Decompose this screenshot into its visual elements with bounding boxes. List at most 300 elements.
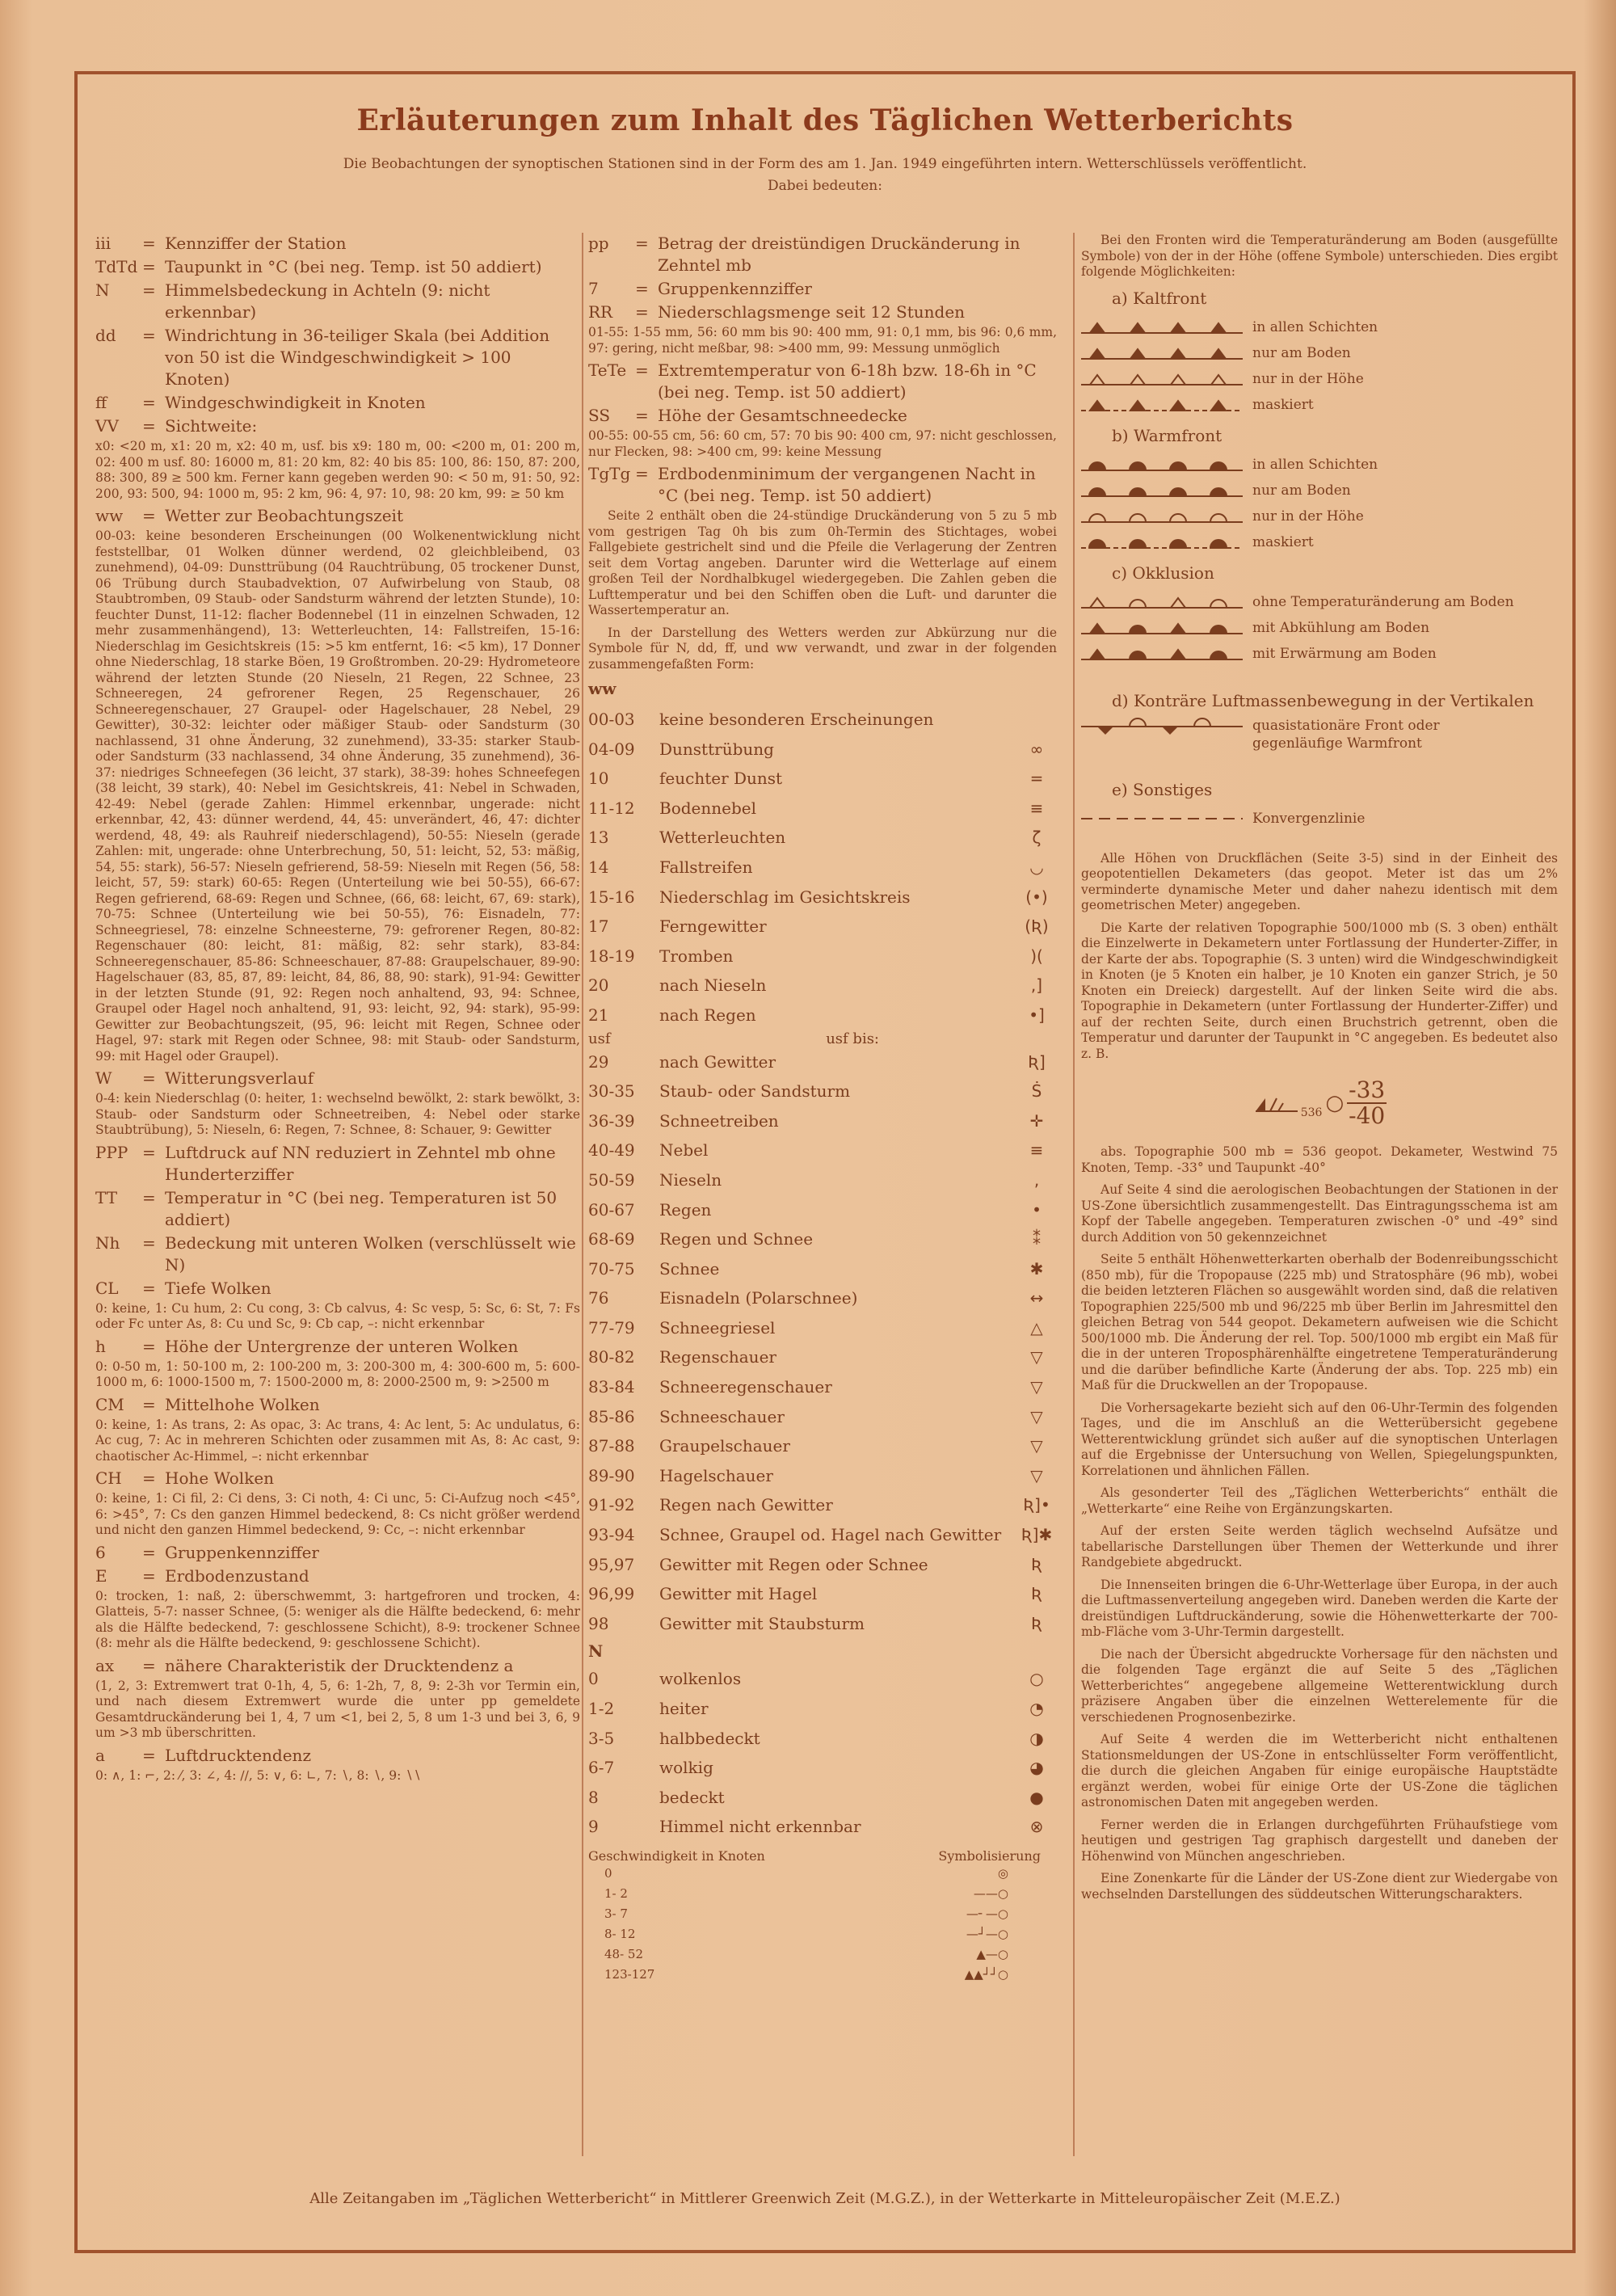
mid_entries-entry (588, 278, 1057, 300)
entry-description: Kennziffer der Station (165, 234, 347, 253)
weather-symbol-icon: ⁑ (1033, 1229, 1041, 1249)
front-symbol-icon (1081, 616, 1243, 640)
equals-sign: = (142, 1565, 156, 1586)
wind-row (588, 1864, 1057, 1884)
entry-key: ww (95, 506, 124, 525)
symbol-code: 29 (588, 1051, 609, 1072)
left_entries-entry (95, 233, 580, 255)
entry-description: Windrichtung in 36-teiliger Skala (bei Addition von 50 ist die Windgeschwindigkeit > 100 Knoten) (165, 326, 550, 389)
wind-barb-icon: —╴—○ (966, 1906, 1008, 1921)
entry-key: h (95, 1336, 106, 1356)
left_entries-entry (95, 1468, 580, 1489)
symbol-text: Gewitter mit Regen oder Schnee (659, 1554, 928, 1574)
entry-detail: 0: keine, 1: As trans, 2: As opac, 3: Ac trans, 4: Ac lent, 5: Ac undulatus, 6: Ac cug, 7: Ac in mehreren Schichten oder zusammen mit As, 8: Ac cast, 9: chaotischer Ac-Himmel, –: nicht erkennbar (95, 1417, 580, 1464)
symbol-text: Schnee, Graupel od. Hagel nach Gewitter (659, 1525, 1002, 1545)
equals-sign: = (635, 360, 649, 380)
n-label: N (588, 1641, 604, 1662)
left_entries-entry (95, 1232, 580, 1276)
symbol-code: 10 (588, 769, 609, 789)
entry-description: Niederschlagsmenge seit 12 Stunden (658, 302, 966, 322)
equals-sign: = (142, 1068, 156, 1088)
equals-sign: = (142, 506, 156, 525)
front-row-e (1081, 806, 1558, 832)
mid_entries-entry (588, 405, 1057, 427)
symbol-code: 50-59 (588, 1169, 635, 1190)
symbol-code: 8 (588, 1787, 599, 1807)
equals-sign: = (142, 1142, 156, 1162)
wind-barb-icon: —┘—○ (966, 1926, 1008, 1941)
equals-sign: = (635, 406, 649, 425)
equals-sign: = (635, 279, 649, 298)
symbol-row (588, 1461, 1057, 1491)
entry-description: Witterungsverlauf (165, 1068, 314, 1088)
symbol-code: 96,99 (588, 1584, 635, 1604)
weather-symbol-icon: • (1032, 1199, 1042, 1220)
front-row (1081, 478, 1558, 503)
symbol-code: 11-12 (588, 798, 635, 818)
symbol-text: Bodennebel (659, 798, 757, 818)
left_entries-entry (95, 1745, 580, 1767)
example-height: 536 (1300, 1106, 1323, 1119)
wind-header-left: Geschwindigkeit in Knoten (588, 1847, 765, 1864)
right-paragraphs-1 (1081, 851, 1558, 1063)
entry-description: Wetter zur Beobachtungszeit (165, 506, 403, 525)
symbol-text: Gewitter mit Staubsturm (659, 1613, 865, 1633)
front-label: nur am Boden (1252, 482, 1351, 499)
symbol-text: Dunsttrübung (659, 739, 774, 759)
symbol-text: Fallstreifen (659, 857, 753, 877)
weather-symbol-icon: ⊗ (1029, 1817, 1044, 1837)
equals-sign: = (142, 234, 156, 253)
quasistationary-front-icon (1081, 717, 1243, 741)
paragraph: Auf der ersten Seite werden täglich wechselnd Aufsätze und tabellarische Darstellungen über Themen der Wetterkunde und ihrer Randgebiete abgedruckt. (1081, 1523, 1558, 1569)
ww-symbol-list (588, 705, 1057, 1030)
usf-left: usf (588, 1030, 611, 1047)
front-label: mit Abkühlung am Boden (1252, 619, 1430, 636)
left_entries-entry (95, 1187, 580, 1231)
symbol-text: Schneeschauer (659, 1406, 785, 1426)
weather-symbol-icon: ◕ (1029, 1758, 1044, 1778)
entry-description: Tiefe Wolken (165, 1278, 271, 1298)
entry-description: Himmelsbedeckung in Achteln (9: nicht erkennbar) (165, 280, 490, 322)
front-row (1081, 615, 1558, 641)
symbol-text: Tromben (659, 946, 734, 966)
symbol-row (588, 1664, 1057, 1694)
entry-key: 7 (588, 279, 599, 298)
front-row (1081, 641, 1558, 667)
entry-description: nähere Charakteristik der Drucktendenz a (165, 1655, 514, 1675)
left_entries-entry (95, 1068, 580, 1089)
symbol-text: Himmel nicht erkennbar (659, 1817, 861, 1837)
entry-key: TT (95, 1187, 118, 1207)
entry-key: E (95, 1565, 107, 1586)
symbol-text: Regenschauer (659, 1347, 776, 1367)
footer-note: Alle Zeitangaben im „Täglichen Wetterbericht“ in Mittlerer Greenwich Zeit (M.G.Z.), in der Wetterkarte in Mitteleuropäischer Zeit (M.E.Z.) (309, 2190, 1340, 2207)
weather-symbol-icon: ● (1029, 1787, 1044, 1807)
weather-symbol-icon: ↔ (1029, 1288, 1044, 1308)
front-label: in allen Schichten (1252, 456, 1378, 473)
entry-key: dd (95, 326, 116, 345)
front-row (1081, 392, 1558, 418)
entry-description: Bedeckung mit unteren Wolken (verschlüsselt wie N) (165, 1232, 576, 1274)
fronts-intro: Bei den Fronten wird die Temperaturänderung am Boden (ausgefüllte Symbole) von der in der Höhe (offene Symbole) unterschieden. Dies ergibt folgende Möglichkeiten: (1081, 233, 1558, 279)
symbol-code: 3-5 (588, 1728, 615, 1748)
wind-speed: 0 (604, 1865, 612, 1881)
n-symbol-list (588, 1664, 1057, 1842)
weather-symbol-icon: ▽ (1030, 1465, 1043, 1485)
okklusion-title: c) Okklusion (1112, 562, 1214, 583)
symbol-row (588, 1165, 1057, 1195)
entry-detail: 0: keine, 1: Ci fil, 2: Ci dens, 3: Ci noth, 4: Ci unc, 5: Ci-Aufzug noch <45°, 6: >45°, 7: Cs den ganzen Himmel bedeckend, 8: Cs nicht größer werdend und nicht den ganzen Himmel bedeckend, 9: Cc, –: nicht erkennbar (95, 1491, 580, 1537)
symbol-row (588, 1724, 1057, 1754)
entry-key: pp (588, 234, 609, 253)
weather-symbol-icon: Ṡ (1031, 1081, 1042, 1102)
equals-sign: = (142, 1655, 156, 1675)
symbol-text: Schneeregenschauer (659, 1377, 832, 1397)
wind-symbol-list (588, 1864, 1057, 1985)
entry-key: ax (95, 1655, 115, 1675)
symbol-text: nach Nieseln (659, 975, 767, 996)
symbol-code: 95,97 (588, 1554, 635, 1574)
entry-key: 6 (95, 1542, 106, 1562)
front-label: ohne Temperaturänderung am Boden (1252, 593, 1514, 610)
entry-description: Höhe der Gesamtschneedecke (658, 406, 907, 425)
front-symbol-icon (1081, 453, 1243, 477)
symbol-code: 83-84 (588, 1377, 635, 1397)
usf-row (588, 1030, 1057, 1047)
entry-key: iii (95, 234, 112, 253)
symbol-text: Ferngewitter (659, 916, 767, 937)
symbol-text: wolkenlos (659, 1669, 742, 1689)
weather-symbol-icon: ◡ (1029, 857, 1044, 877)
entry-key: RR (588, 302, 613, 322)
front-row (1081, 314, 1558, 340)
symbol-row (588, 1694, 1057, 1724)
weather-symbol-icon: ▽ (1030, 1377, 1043, 1397)
weather-symbol-icon: Ʀ]• (1023, 1495, 1050, 1515)
wind-barb-icon: ▲▲┘┘○ (964, 1966, 1008, 1982)
symbol-code: 60-67 (588, 1199, 635, 1220)
symbol-row (588, 1609, 1057, 1639)
weather-symbol-icon: )( (1030, 946, 1043, 966)
left_entries-entry (95, 1655, 580, 1677)
left_entries-entry (95, 1394, 580, 1416)
symbol-text: nach Regen (659, 1005, 756, 1025)
entry-key: PPP (95, 1142, 128, 1162)
symbol-code: 04-09 (588, 739, 635, 759)
front-label: mit Erwärmung am Boden (1252, 645, 1437, 662)
entry-detail: (1, 2, 3: Extremwert trat 0-1h, 4, 5, 6: 1-2h, 7, 8, 9: 2-3h vor Termin ein, und nach diesem Extremwert wurde die unter pp gemeldete Gesamtdruckänderung bei 1, 4, 7 um <1, bei 2, 5, 8 um 1-3 und bei 3, 6, 9 um >3 mb überschritten. (95, 1678, 580, 1740)
weather-symbol-icon: Ʀ]✱ (1021, 1525, 1053, 1545)
warmfront-list (1081, 452, 1558, 555)
page-title: Erläuterungen zum Inhalt des Täglichen Wetterberichts (356, 103, 1294, 137)
front-row (1081, 503, 1558, 529)
symbol-code: 18-19 (588, 946, 635, 966)
example-fraction (1347, 1078, 1387, 1128)
symbol-text: halbbedeckt (659, 1728, 760, 1748)
weather-symbol-icon: •] (1029, 1005, 1045, 1025)
entry-key: TdTd (95, 257, 138, 276)
symbol-text: Regen nach Gewitter (659, 1495, 833, 1515)
column-divider-2 (1073, 233, 1075, 2156)
symbol-code: 6-7 (588, 1758, 615, 1778)
symbol-text: Regen und Schnee (659, 1229, 814, 1249)
kaltfront-title: a) Kaltfront (1112, 288, 1207, 308)
left_entries-entry (95, 1336, 580, 1358)
symbol-text: Wetterleuchten (659, 828, 786, 848)
entry-description: Gruppenkennziffer (165, 1542, 319, 1562)
symbol-text: Schneegriesel (659, 1317, 776, 1338)
wind-speed: 1- 2 (604, 1885, 628, 1901)
weather-symbol-icon: ▽ (1030, 1436, 1043, 1456)
symbol-code: 30-35 (588, 1081, 635, 1102)
left_entries-entry (95, 1542, 580, 1564)
front-label-e: Konvergenzlinie (1252, 810, 1366, 827)
weather-symbol-icon: ∞ (1029, 739, 1044, 759)
weather-symbol-icon: (•) (1025, 887, 1048, 907)
entry-key: TeTe (588, 360, 627, 380)
symbol-text: Hagelschauer (659, 1465, 773, 1485)
usf-right: usf bis: (826, 1030, 879, 1047)
column-divider-1 (582, 233, 583, 2156)
wind-barb-icon: ▲—○ (976, 1946, 1008, 1961)
weather-symbol-icon: ✛ (1029, 1110, 1044, 1131)
symbol-text: Staub- oder Sandsturm (659, 1081, 851, 1102)
entry-detail: 0: trocken, 1: naß, 2: überschwemmt, 3: hartgefroren und trocken, 4: Glatteis, 5-7: nasser Schnee, (5: weniger als die Hälfte bedeckend, 6: mehr als die Hälfte bedeckend, 7: geschlossene Schicht), 8-9: trockener Schnee (8: mehr als die Hälfte bedeckend, 9: geschlossene Schicht). (95, 1588, 580, 1650)
symbol-text: feuchter Dunst (659, 769, 783, 789)
symbol-text: Regen (659, 1199, 712, 1220)
symbol-row (588, 1753, 1057, 1783)
front-label: nur in der Höhe (1252, 370, 1364, 387)
front-symbol-icon (1081, 530, 1243, 554)
weather-symbol-icon: (Ʀ) (1025, 916, 1049, 937)
symbol-text: Niederschlag im Gesichtskreis (659, 887, 911, 907)
intro-line-2: Dabei bedeuten: (768, 178, 882, 194)
weather-symbol-icon: ≡ (1029, 1140, 1044, 1161)
equals-sign: = (635, 464, 649, 483)
mid_entries-entry (588, 360, 1057, 403)
entry-detail: 00-55: 00-55 cm, 56: 60 cm, 57: 70 bis 90: 400 cm, 97: nicht geschlossen, nur Flecken, 98: >400 cm, 99: keine Messung (588, 428, 1057, 459)
front-row-d (1081, 717, 1558, 752)
symbol-row (588, 883, 1057, 912)
front-symbol-icon (1081, 393, 1243, 417)
front-label: nur am Boden (1252, 344, 1351, 361)
symbol-row (588, 794, 1057, 824)
entry-detail: 0: 0-50 m, 1: 50-100 m, 2: 100-200 m, 3: 200-300 m, 4: 300-600 m, 5: 600-1000 m, 6: 1000-1500 m, 7: 1500-2000 m, 8: 2000-2500 m, 9: >2500 m (95, 1359, 580, 1389)
front-symbol-icon (1081, 315, 1243, 339)
left_entries-entry (95, 392, 580, 414)
entry-description: Sichtweite: (165, 416, 258, 436)
entry-description: Höhe der Untergrenze der unteren Wolken (165, 1336, 519, 1356)
mid_entries-entry (588, 301, 1057, 323)
symbol-row (588, 942, 1057, 971)
symbol-code: 36-39 (588, 1110, 635, 1131)
symbol-text: Graupelschauer (659, 1436, 790, 1456)
paragraph: Die Karte der relativen Topographie 500/1000 mb (S. 3 oben) enthält die Einzelwerte in Dekametern unter Fortlassung der Hunderter-Ziffer, in der Karte der abs. Topographie (S. 3 unten) wird die Windgeschwindigkeit in Knoten (je 5 Knoten ein halber, je 10 Knoten ein ganzer Strich, je 50 Knoten ein Dreieck) dargestellt. Auf der linken Seite wird die abs. Topographie in Dekametern (unter Fortlassung der Hunderter-Ziffer) und auf der rechten Seite, durch einen Bruchstrich getrennt, oben die Temperatur und darunter der Taupunkt in °C angegeben. Es bedeutet also z. B. (1081, 920, 1558, 1061)
weather-symbol-icon: Ʀ (1031, 1584, 1042, 1604)
symbol-text: Schneetreiben (659, 1110, 779, 1131)
symbol-code: 14 (588, 857, 609, 877)
weather-symbol-icon: △ (1030, 1317, 1043, 1338)
middle-entries (588, 233, 1057, 507)
entry-description: Extremtemperatur von 6-18h bzw. 18-6h in °C (bei neg. Temp. ist 50 addiert) (658, 360, 1037, 402)
wind-speed: 123-127 (604, 1966, 655, 1982)
weather-symbol-icon: Ʀ] (1028, 1051, 1046, 1072)
weather-symbol-icon: ▽ (1030, 1347, 1043, 1367)
symbol-text: heiter (659, 1699, 709, 1718)
weather-symbol-icon: ✱ (1029, 1258, 1044, 1279)
symbol-code: 00-03 (588, 710, 635, 729)
symbol-row (588, 1195, 1057, 1225)
wind-barb-example-icon (1252, 1087, 1301, 1119)
symbol-row (588, 1550, 1057, 1580)
paragraph: Als gesonderter Teil des „Täglichen Wetterberichts“ enthält die „Wetterkarte“ eine Reihe von Ergänzungskarten. (1081, 1485, 1558, 1516)
symbol-text: wolkig (659, 1758, 713, 1778)
entry-key: TgTg (588, 464, 631, 483)
front-row (1081, 589, 1558, 615)
symbol-code: 87-88 (588, 1436, 635, 1456)
left_entries-entry (95, 415, 580, 437)
front-symbol-icon (1081, 590, 1243, 614)
symbol-row (588, 1342, 1057, 1372)
entry-key: a (95, 1745, 105, 1765)
symbol-code: 13 (588, 828, 609, 848)
equals-sign: = (142, 1745, 156, 1765)
symbol-row (588, 1313, 1057, 1343)
equals-sign: = (142, 326, 156, 345)
entry-detail: x0: <20 m, x1: 20 m, x2: 40 m, usf. bis x9: 180 m, 00: <200 m, 01: 200 m, 02: 400 m usf. 80: 16000 m, 81: 20 km, 82: 40 bis 85: 100, 86: 150, 87: 200, 88: 300, 89 ≥ 500 km. Ferner kann gegeben werden 90: < 50 m, 91: 50, 92: 200, 93: 500, 94: 1000 m, 95: 2 km, 96: 4, 97: 10, 98: 20 km, 99: ≥ 50 km (95, 439, 580, 501)
entry-description: Taupunkt in °C (bei neg. Temp. ist 50 addiert) (165, 257, 542, 276)
warmfront-title: b) Warmfront (1112, 425, 1223, 445)
paragraph: Die Vorhersagekarte bezieht sich auf den 06-Uhr-Termin des folgenden Tages, und die im Anschluß an die Wetterübersicht gegebene Wetterentwicklung gründet sich außer auf die synoptischen Unterlagen auf die Ergebnisse der Untersuchung von Wellen, Spiegelungspunkten, Korrelationen und ähnlichen Fällen. (1081, 1400, 1558, 1478)
entry-detail: 0-4: kein Niederschlag (0: heiter, 1: wechselnd bewölkt, 2: stark bewölkt, 3: Staub- oder Sandsturm oder Schneetreiben, 4: Nebel oder starke Staubtrübung), 5: Nieseln, 6: Regen, 7: Schnee, 8: Schauer, 9: Gewitter (95, 1091, 580, 1137)
intro (74, 154, 1576, 197)
equals-sign: = (142, 257, 156, 276)
front-symbol-icon (1081, 478, 1243, 503)
equals-sign: = (142, 1336, 156, 1356)
symbol-row (588, 1783, 1057, 1813)
symbol-code: 68-69 (588, 1229, 635, 1249)
paragraph: Die Innenseiten bringen die 6-Uhr-Wetterlage über Europa, in der auch die Luftmassenverteilung angegeben wird. Daneben werden die Karte der dreistündigen Luftdruckänderung, sowie die Höhenwetterkarte der 700-mb-Fläche vom 3-Uhr-Termin dargestellt. (1081, 1577, 1558, 1639)
entry-key: CM (95, 1394, 124, 1414)
entry-key: ff (95, 393, 107, 412)
wind-row (588, 1965, 1057, 1985)
symbol-row (588, 1254, 1057, 1284)
symbol-row (588, 1431, 1057, 1461)
front-symbol-icon (1081, 341, 1243, 365)
symbol-code: 1-2 (588, 1699, 615, 1718)
entry-detail: 0: keine, 1: Cu hum, 2: Cu cong, 3: Cb calvus, 4: Sc vesp, 5: Sc, 6: St, 7: Fs oder Fc unter As, 8: Cu und Sc, 9: Cb cap, –: nicht erkennbar (95, 1300, 580, 1331)
symbol-row (588, 1001, 1057, 1030)
entry-key: CH (95, 1468, 122, 1488)
entry-key: CL (95, 1278, 119, 1298)
entry-description: Erdbodenzustand (165, 1565, 309, 1586)
symbol-row (588, 1579, 1057, 1609)
entry-description: Betrag der dreistündigen Druckänderung in Zehntel mb (658, 234, 1021, 275)
abbreviation-text: In der Darstellung des Wetters werden zur Abkürzung nur die Symbole für N, dd, ff, und ww verwandt, und zwar in der folgenden zusammengefaßten Form: (588, 625, 1057, 672)
symbol-text: Nebel (659, 1140, 709, 1161)
equals-sign: = (142, 1232, 156, 1253)
paragraph: Auf Seite 4 werden die im Wetterbericht nicht enthaltenen Stationsmeldungen der US-Zone in entschlüsselter Form veröffentlicht, die durch die gleichen Angaben für einige europäische Hauptstädte ergänzt werden, wobei für einige Orte der US-Zone die täglichen astronomischen Daten mit angegeben werden. (1081, 1732, 1558, 1809)
wind-speed: 8- 12 (604, 1926, 636, 1941)
example-temperature: -33 (1349, 1076, 1386, 1103)
mid_entries-entry (588, 463, 1057, 507)
right-paragraphs-2 (1081, 1144, 1558, 1902)
entry-detail: 01-55: 1-55 mm, 56: 60 mm bis 90: 400 mm, 91: 0,1 mm, bis 96: 0,6 mm, 97: gering, nicht meßbar, 98: >400 mm, 99: Messung unmöglich (588, 325, 1057, 356)
paragraph: Auf Seite 4 sind die aerologischen Beobachtungen der Stationen in der US-Zone übersichtlich zusammengestellt. Das Eintragungsschema ist am Kopf der Tabelle angegeben. Temperaturen zwischen -0° und -49° sind durch Addition von 50 gekennzeichnet (1081, 1182, 1558, 1245)
paragraph: Alle Höhen von Druckflächen (Seite 3-5) sind in der Einheit des geopotentiellen Dekameters (das geopot. Meter ist das um 2% verminderte dynamische Meter und daher nahezu identisch mit dem geometrischen Meter) angegeben. (1081, 850, 1558, 912)
equals-sign: = (142, 280, 156, 300)
front-row (1081, 366, 1558, 392)
entry-description: Mittelhohe Wolken (165, 1394, 320, 1414)
left_entries-entry (95, 1565, 580, 1587)
wind-row (588, 1904, 1057, 1924)
equals-sign: = (142, 393, 156, 412)
symbol-row (588, 1372, 1057, 1402)
front-symbol-icon (1081, 504, 1243, 529)
front-row (1081, 340, 1558, 366)
symbol-text: Eisnadeln (Polarschnee) (659, 1288, 858, 1308)
symbol-text: Gewitter mit Hagel (659, 1584, 818, 1604)
wind-barb-icon: ◎ (997, 1865, 1008, 1881)
entry-description: Erdbodenminimum der vergangenen Nacht in °C (bei neg. Temp. ist 50 addiert) (658, 464, 1036, 505)
symbol-row (588, 1135, 1057, 1165)
weather-symbol-icon: Ʀ (1031, 1613, 1042, 1633)
entry-description: Temperatur in °C (bei neg. Temperaturen ist 50 addiert) (165, 1187, 558, 1229)
okklusion-list (1081, 589, 1558, 667)
weather-symbol-icon: ▽ (1030, 1406, 1043, 1426)
symbol-code: 9 (588, 1817, 599, 1837)
entry-description: Hohe Wolken (165, 1468, 275, 1488)
paragraph: Ferner werden die in Erlangen durchgeführten Frühaufstiege vom heutigen und gestrigen Tag graphisch dargestellt und daneben der Höhenwind von München angeschrieben. (1081, 1817, 1558, 1864)
entry-description: Luftdruck auf NN reduziert in Zehntel mb ohne Hunderterziffer (165, 1142, 556, 1184)
seite2-text: Seite 2 enthält oben die 24-stündige Druckänderung von 5 zu 5 mb vom gestrigen Tag 0h bis zum 0h-Termin des Stichtages, wobei Fallgebiete gestrichelt sind und die Pfeile die Verlagerung der Zentren seit dem Vortag angeben. Darunter wird die Wetterlage auf einem großen Teil der Nordhalbkugel wiedergegeben. Die Zahlen geben die Lufttemperatur und bei den Schiffen oben die Luft- und darunter die Wassertemperatur an. (588, 508, 1057, 617)
right-column (1081, 233, 1558, 1909)
symbol-row (588, 1283, 1057, 1313)
symbol-row (588, 1224, 1057, 1254)
entry-detail: 0: ∧, 1: ⌐, 2: ⁄, 3: ∠, 4: ∕∕, 5: ∨, 6: ∟, 7: ∖, 8: ∖, 9: ∖∖ (95, 1767, 421, 1783)
symbol-code: 76 (588, 1288, 609, 1308)
front-label-d: quasistationäre Front oder gegenläufige Warmfront (1252, 717, 1440, 752)
left_entries-entry (95, 1278, 580, 1300)
weather-symbol-icon: ◔ (1029, 1699, 1044, 1718)
symbol-text: bedeckt (659, 1787, 725, 1807)
left-column (95, 233, 580, 1787)
front-label: nur in der Höhe (1252, 508, 1364, 524)
ww-label: ww (588, 679, 617, 698)
wind-row (588, 1924, 1057, 1944)
wind-speed: 3- 7 (604, 1906, 628, 1921)
symbol-code: 21 (588, 1005, 609, 1025)
front-row (1081, 529, 1558, 555)
symbol-row (588, 823, 1057, 853)
front-label: maskiert (1252, 533, 1314, 550)
symbol-code: 0 (588, 1669, 599, 1689)
weather-symbol-icon: = (1029, 769, 1044, 789)
equals-sign: = (142, 1187, 156, 1207)
symbol-code: 15-16 (588, 887, 635, 907)
weather-symbol-icon: ≡ (1029, 798, 1044, 818)
weather-symbol-icon: ◑ (1029, 1728, 1044, 1748)
symbol-code: 20 (588, 975, 609, 996)
symbol-code: 17 (588, 916, 609, 937)
front-row (1081, 452, 1558, 478)
equals-sign: = (142, 1468, 156, 1488)
weather-symbol-icon: Ʀ (1031, 1554, 1042, 1574)
symbol-row (588, 1076, 1057, 1106)
example-dewpoint: -40 (1349, 1102, 1386, 1129)
symbol-text: Schnee (659, 1258, 720, 1279)
